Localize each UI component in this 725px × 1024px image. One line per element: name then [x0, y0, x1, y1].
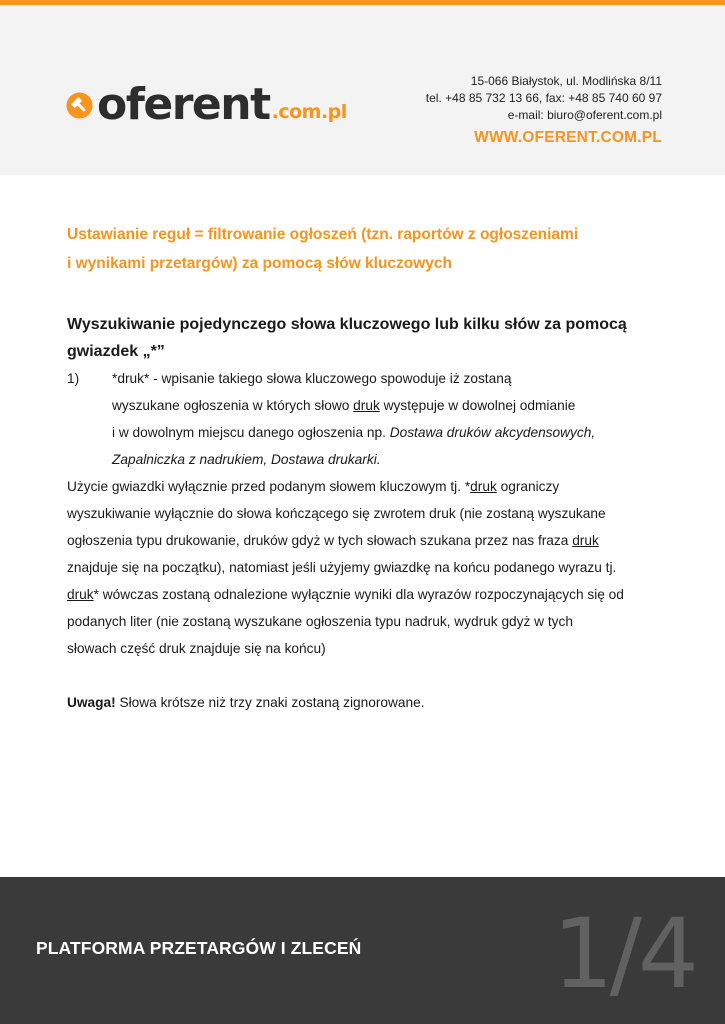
text-span: znajduje się na początku), natomiast jeśli użyjemy gwiazdkę na końcu podanego wyrazu tj. — [67, 560, 617, 575]
text-span: ograniczy — [496, 479, 560, 494]
underlined-term: druk — [67, 587, 94, 602]
note-label: Uwaga! — [67, 695, 116, 710]
text-span: wyszukiwanie wyłącznie do słowa kończącego się zwrotem druk (nie zostaną wyszukane — [67, 506, 606, 521]
underlined-term: druk — [572, 533, 599, 548]
phone-line: tel. +48 85 732 13 66, fax: +48 85 740 60 97 — [425, 91, 662, 105]
address-line: 15-066 Białystok, ul. Modlińska 8/11 — [470, 74, 662, 88]
letterhead — [0, 5, 725, 175]
note — [67, 689, 667, 716]
list-item — [67, 365, 667, 473]
logo — [66, 75, 347, 130]
gavel-icon — [66, 92, 93, 119]
list-number: 1) — [67, 371, 80, 386]
document-title — [67, 220, 667, 278]
text-span: słowach część druk znajduje się na końcu) — [67, 641, 326, 656]
underlined-term: druk — [353, 398, 380, 413]
list-text — [112, 365, 595, 473]
text-span: ogłoszenia typu drukowanie, druków gdyż w tych słowach szukana przez nas fraza — [67, 533, 573, 548]
contact-block — [426, 73, 662, 146]
document-title-line: i wynikami przetargów) za pomocą słów kluczowych — [67, 255, 453, 272]
example-text: Zapalniczka z nadrukiem, Dostawa drukarki. — [112, 452, 381, 467]
text-span: występuje w dowolnej odmianie — [379, 398, 576, 413]
underlined-term: druk — [470, 479, 497, 494]
page-number: 1/4 — [552, 898, 695, 1010]
note-text: Słowa krótsze niż trzy znaki zostaną zignorowane. — [115, 695, 425, 710]
section-title — [67, 311, 667, 365]
logo-domain: .com.pl — [271, 101, 347, 123]
paragraph — [67, 473, 667, 662]
text-span: i w dowolnym miejscu danego ogłoszenia np. — [112, 425, 390, 440]
document-body — [67, 220, 667, 716]
example-text: Dostawa druków akcydensowych, — [389, 425, 596, 440]
text-span: *druk* - wpisanie takiego słowa kluczowego spowoduje iż zostaną — [112, 371, 512, 386]
email-line: e-mail: biuro@oferent.com.pl — [507, 108, 662, 122]
footer — [0, 877, 725, 1024]
text-span: wyszukane ogłoszenia w których słowo — [112, 398, 354, 413]
text-span: * wówczas zostaną odnalezione wyłącznie wyniki dla wyrazów rozpoczynających się od — [93, 587, 624, 602]
text-span: podanych liter (nie zostaną wyszukane ogłoszenia typu nadruk, wydruk gdyż w tych — [67, 614, 573, 629]
document-title-line: Ustawianie reguł = filtrowanie ogłoszeń (tzn. raportów z ogłoszeniami — [67, 226, 579, 243]
footer-title: PLATFORMA PRZETARGÓW I ZLECEŃ — [36, 938, 362, 958]
text-span: Użycie gwiazdki wyłącznie przed podanym słowem kluczowym tj. * — [67, 479, 471, 494]
logo-wordmark: oferent — [97, 79, 270, 130]
section-title-line: gwiazdek „*” — [67, 343, 165, 360]
website-link[interactable]: WWW.OFERENT.COM.PL — [474, 129, 662, 146]
section-title-line: Wyszukiwanie pojedynczego słowa kluczowego lub kilku słów za pomocą — [67, 316, 627, 333]
